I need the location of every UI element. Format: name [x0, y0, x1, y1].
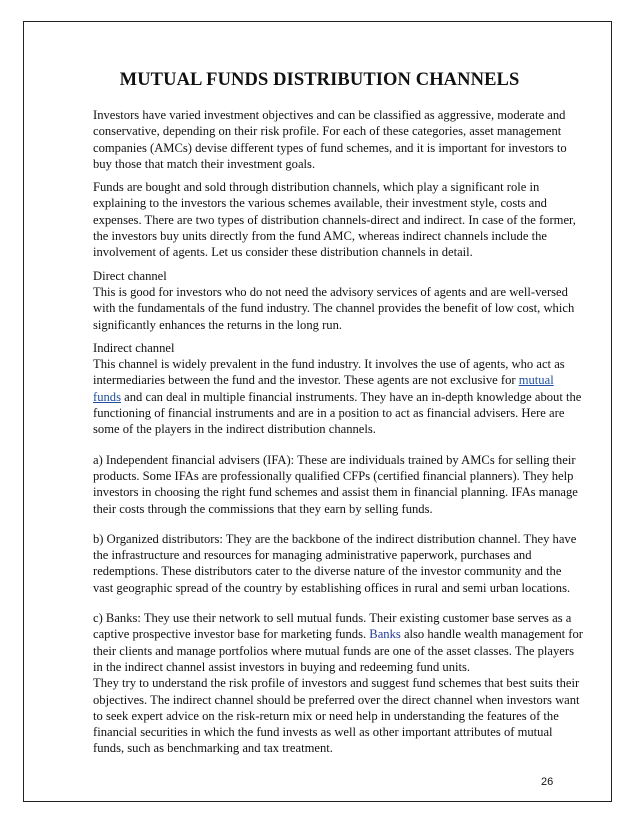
indirect-channel-text-1: This channel is widely prevalent in the fund industry. It involves the use of agents, who act as intermediaries between the fund and the investor. These agents are not exclusive for: [93, 357, 565, 388]
banks-text-1: c) Banks: They use their network to sell mutual funds. Their existing customer base serves as a captive prospective investor base for marketing funds.: [93, 611, 572, 642]
ifa-paragraph: a) Independent financial advisers (IFA): These are individuals trained by AMCs for selling their products. Some IFAs are professionally qualified CFPs (certified financial planners). They help investors in choosing the right fund schemes and assist them in financial planning. IFAs manage their costs through the commissions that they earn by selling funds.: [93, 452, 578, 516]
indirect-channel-section: [93, 340, 583, 438]
direct-channel-heading: Direct channel: [93, 268, 167, 283]
direct-channel-text: This is good for investors who do not need the advisory services of agents and are well-versed with the fundamentals of the fund industry. The channel provides the benefit of low cost, which significantly enhances the returns in the long run.: [93, 284, 575, 332]
document-body: [93, 107, 583, 764]
indirect-channel-text-2: and can deal in multiple financial instruments. They have an in-depth knowledge about the functioning of financial instruments and are in a position to act as financial advisers. Here are some of the players in the indirect distribution channels.: [93, 389, 582, 437]
banks-paragraph: [93, 610, 583, 675]
distributors-paragraph: b) Organized distributors: They are the backbone of the indirect distribution channel. They have the infrastructure and resources for managing administrative paperwork, purchases and redemptions. These distributors cater to the diverse nature of the investor community and the vast geographic spread of the country by establishing offices in rural and semi urban locations.: [93, 531, 577, 595]
distribution-paragraph: Funds are bought and sold through distribution channels, which play a significant role in explaining to the investors the various schemes available, their investment style, costs and expenses. There are two types of distribution channels-direct and indirect. In case of the former, the investors buy units directly from the fund AMC, whereas indirect channels include the involvement of agents. Let us consider these distribution channels in detail.: [93, 180, 576, 260]
page-number: 26: [541, 776, 554, 788]
indirect-channel-heading: Indirect channel: [93, 340, 175, 355]
closing-paragraph: They try to understand the risk profile of investors and suggest fund schemes that best suits their objectives. The indirect channel should be preferred over the direct channel when investors want to seek expert advice on the risk-return mix or need help in understanding the features of the financial securities in which the fund invests as well as other important attributes of mutual funds, such as benchmarking and tax treatment.: [93, 676, 580, 756]
direct-channel-section: [93, 268, 583, 333]
banks-text-2: also handle wealth management for their clients and manage portfolios where mutual funds are one of the asset classes. The players in the indirect channel assist investors in buying and redeeming fund units.: [93, 627, 583, 674]
mutual-funds-link[interactable]: mutual funds: [93, 373, 554, 404]
page-title: MUTUAL FUNDS DISTRIBUTION CHANNELS: [119, 70, 520, 90]
banks-term: Banks: [369, 627, 401, 642]
intro-paragraph: Investors have varied investment objectives and can be classified as aggressive, moderate and conservative, depending on their risk profile. For each of these categories, asset management companies (AMCs) devise different types of fund schemes, and it is important for investors to buy those that match their investment goals.: [93, 108, 567, 171]
